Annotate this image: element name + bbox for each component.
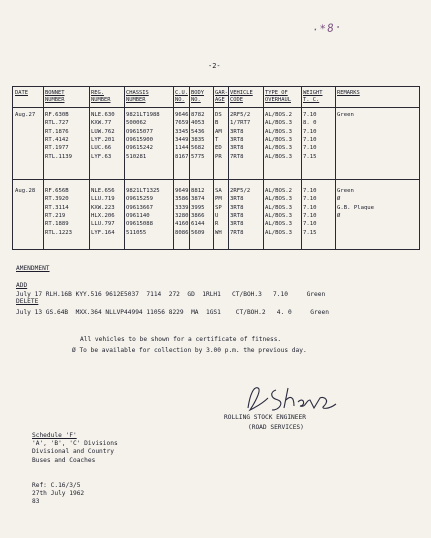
document-date: 27th July 1962 [32,490,85,498]
group-date: Aug.27 [15,112,36,118]
table-cell: 1144 [175,145,189,152]
table-cell: AL/BOS.3 [265,229,292,236]
schedule-block [32,432,118,465]
table-cell: LUC.66 [91,145,112,152]
table-cell: RT.3920 [45,196,69,203]
note-certificate: All vehicles to be shown for a certificate of fitness. [80,336,282,343]
column-header: VEHICLE CODE [230,90,253,103]
table-cell: AL/BOS.3 [265,153,292,160]
table-cell: 5436 [191,128,205,135]
reference-block [32,482,84,507]
table-cell: 3RT8 [230,212,244,219]
table-cell: WH [215,229,222,236]
table-cell: 3RT8 [230,204,244,211]
signature [240,382,340,416]
table-cell: AM [215,128,222,135]
page-number: -2- [208,62,221,70]
table-cell: 8167 [175,153,189,160]
table-cell: 4160 [175,221,189,228]
document-code: 83 [32,498,40,506]
table-cell: RT.219 [45,212,66,219]
table-cell: B [215,120,219,127]
column-header: WEIGHT T. C. [303,90,323,103]
note-collection: Ø To be available for collection by 3.00 p.m. the previous day. [72,347,307,354]
table-cell: LUW.762 [91,128,115,135]
table-cell: Ø [337,212,341,219]
add-label: ADD [16,282,28,289]
amendment-title: AMENDMENT [16,265,50,272]
table-cell: 3345 [175,128,189,135]
schedule-vehicles: Buses and Coaches [32,456,96,464]
table-cell: 7.10 [303,212,317,219]
table-cell: 3586 [175,196,189,203]
table-cell: LLU.797 [91,221,115,228]
table-cell: Green [337,112,354,118]
table-cell: 3835 [191,136,205,143]
column-header: TYPE OF OVERHAUL [265,90,291,103]
column-divider [89,87,90,249]
table-cell: LYF.201 [91,136,115,143]
table-cell: O9615242 [126,145,153,152]
column-divider [301,87,302,249]
table-cell: 9649 [175,188,189,194]
column-divider [335,87,336,249]
column-header: GAR- AGE [215,90,228,103]
table-cell: 7.10 [303,112,317,118]
table-cell: 510281 [126,153,147,160]
column-divider [43,87,44,249]
column-divider [173,87,174,249]
table-cell: 8086 [175,229,189,236]
table-cell: 3995 [191,204,205,211]
table-cell: 4053 [191,120,205,127]
table-cell: PM [215,196,222,203]
table-cell: RTL.1223 [45,229,72,236]
table-cell: 9821LT1325 [126,188,160,194]
table-cell: 7.10 [303,221,317,228]
table-cell: 2RF5/2 [230,188,251,194]
table-cell: SA [215,188,222,194]
table-cell: 3RT8 [230,145,244,152]
table-cell: RT.4142 [45,136,69,143]
table-cell: RT.3114 [45,204,69,211]
group-date: Aug.28 [15,188,36,194]
table-cell: 1/7RT7 [230,120,251,127]
table-cell: 7.10 [303,136,317,143]
table-cell: RT.1889 [45,221,69,228]
column-divider [228,87,229,249]
table-cell: AL/BOS.3 [265,221,292,228]
table-cell: LYF.164 [91,229,115,236]
table-cell: AL/BOS.3 [265,196,292,203]
reference-number: Ref: C.16/3/5 [32,482,81,489]
table-cell: 8782 [191,112,205,118]
column-header: REG. NUMBER [91,90,111,103]
column-divider [263,87,264,249]
table-cell: 2RF5/2 [230,112,251,118]
table-cell: R [215,221,219,228]
table-cell: 8. 0 [303,120,317,127]
table-cell: PR [215,153,222,160]
table-cell: AL/BOS.3 [265,136,292,143]
table-cell: AL/BOS.3 [265,120,292,127]
table-cell: RF.656B [45,188,69,194]
table-cell: 3RT8 [230,136,244,143]
table-cell: KXW.77 [91,120,112,127]
table-cell: 8812 [191,188,205,194]
table-cell: AL/BOS.2 [265,188,292,194]
table-cell: RTL.727 [45,120,69,127]
table-cell: 7.10 [303,188,317,194]
table-cell: 7.15 [303,229,317,236]
table-cell: AL/BOS.3 [265,145,292,152]
table-cell: O9615900 [126,136,153,143]
column-divider [213,87,214,249]
table-cell: HLX.206 [91,212,115,219]
table-cell: 3866 [191,212,205,219]
table-cell: 3339 [175,204,189,211]
row-divider [13,179,419,180]
table-cell: 511055 [126,229,147,236]
schedule-scope: Divisional and Country [32,448,114,456]
table-cell: T [215,136,219,143]
column-divider [189,87,190,249]
column-header: BONNET NUMBER [45,90,65,103]
table-cell: NLE.656 [91,188,115,194]
column-header: C.U. NO. [175,90,188,103]
table-cell: 7RT8 [230,153,244,160]
signatory-title: ROLLING STOCK ENGINEER [224,414,306,421]
table-cell: 7.10 [303,128,317,135]
table-cell: O9615088 [126,221,153,228]
column-header: REMARKS [337,90,360,96]
signatory-department: (ROAD SERVICES) [248,424,304,431]
delete-entry: July 13 GS.64B MXX.364 NLLVP44994 11056 8229 MA 1GS1 CT/BOH.2 4. 0 Green [16,309,329,316]
table-cell: AL/BOS.3 [265,128,292,135]
handwritten-mark: ·*8· [311,20,344,37]
delete-label: DELETE [16,298,39,305]
vehicle-overhaul-table [12,86,420,250]
table-cell: 7.10 [303,196,317,203]
table-cell: RT.1977 [45,145,69,152]
table-cell: LLU.719 [91,196,115,203]
table-cell: 3874 [191,196,205,203]
table-cell: 9646 [175,112,189,118]
table-cell: 7.10 [303,145,317,152]
table-cell: RTL.1139 [45,153,72,160]
table-cell: 3RT8 [230,128,244,135]
table-cell: 3449 [175,136,189,143]
column-header: CHASSIS NUMBER [126,90,149,103]
table-cell: 5609 [191,229,205,236]
table-cell: Ø [337,196,341,203]
schedule-heading: Schedule 'F' [32,432,77,439]
table-cell: AL/BOS.3 [265,204,292,211]
table-cell: 7.15 [303,153,317,160]
table-cell: Green [337,188,354,194]
table-cell: 6144 [191,221,205,228]
column-divider [124,87,125,249]
table-cell: RF.630B [45,112,69,118]
table-cell: AL/BOS.2 [265,112,292,118]
table-cell: 5682 [191,145,205,152]
table-cell: LYF.63 [91,153,112,160]
table-cell: U [215,212,219,219]
table-cell: 7RT8 [230,229,244,236]
table-cell: 9821LT1988 [126,112,160,118]
table-cell: RT.1876 [45,128,69,135]
table-cell: 3RT8 [230,196,244,203]
table-cell: ED [215,145,222,152]
table-cell: O961140 [126,212,150,219]
table-cell: SP [215,204,222,211]
table-cell: 3RT8 [230,221,244,228]
table-cell: G.B. Plaque [337,204,375,211]
table-cell: 5775 [191,153,205,160]
table-cell: 500062 [126,120,147,127]
table-cell: 7659 [175,120,189,127]
table-cell: O9615077 [126,128,153,135]
table-cell: 3280 [175,212,189,219]
row-divider [13,107,419,108]
table-cell: KXW.223 [91,204,115,211]
signature-text: E Shave [240,382,245,383]
table-cell: NLE.630 [91,112,115,118]
table-cell: 7.10 [303,204,317,211]
schedule-divisions: 'A', 'B', 'C' Divisions [32,440,118,448]
table-cell: O9615259 [126,196,153,203]
table-cell: DS [215,112,222,118]
table-cell: O9613667 [126,204,153,211]
column-header: DATE [15,90,28,96]
add-entry: July 17 RLH.16B KYY.516 9612E5037 7114 272 GD 1RLH1 CT/BOH.3 7.10 Green [16,291,326,298]
column-header: BODY NO. [191,90,204,103]
table-cell: AL/BOS.3 [265,212,292,219]
